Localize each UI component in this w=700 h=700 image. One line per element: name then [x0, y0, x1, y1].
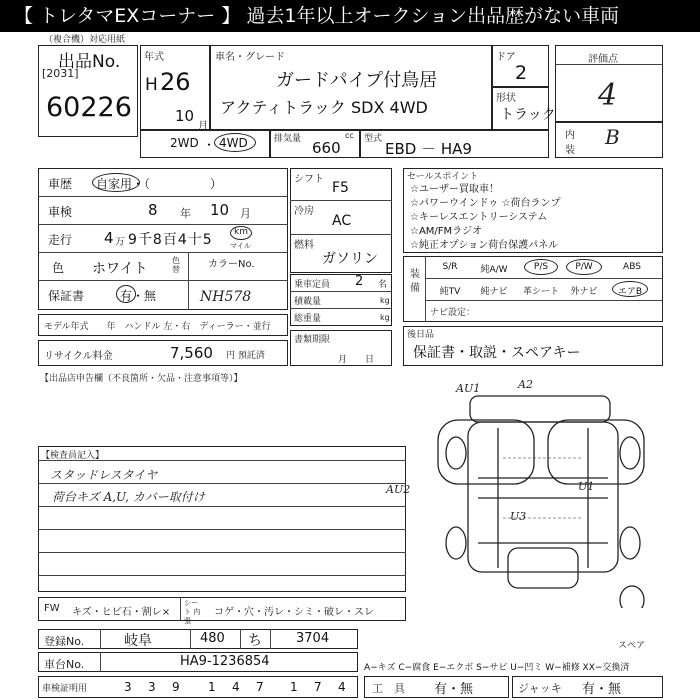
equip-nav: 純ナビ [480, 287, 508, 297]
shift-value: F5 [332, 180, 349, 196]
insp-line-2 [38, 483, 406, 484]
cert-d7: 7 [314, 680, 322, 694]
mark-u1: U1 [578, 480, 595, 493]
model-label: 型式 [364, 134, 383, 144]
nav-setting-label: ナビ設定： [430, 308, 476, 318]
door-label: ドア [496, 52, 516, 63]
inspector-note-1: スタッドレスタイヤ [50, 468, 158, 482]
shape-label: 形状 [496, 93, 516, 104]
car-diagram [408, 378, 670, 608]
cert-d1: 3 [148, 680, 156, 694]
row-divider-3 [38, 252, 288, 253]
drive-sep: ・ [203, 138, 216, 152]
insp-line-6 [38, 575, 406, 576]
inspection-year-unit: 年 [180, 207, 191, 220]
reg-divider-2 [190, 629, 191, 649]
capacity-value: 2 [355, 274, 364, 289]
mileage-km: km [234, 227, 248, 237]
registration-office: 岐阜 [124, 633, 152, 649]
score-label: 評価点 [588, 54, 618, 65]
color-label: 色 [52, 261, 65, 275]
seat-text: コゲ・穴・汚レ・シミ・破レ・スレ [214, 607, 374, 618]
cert-d5: 7 [256, 680, 264, 694]
sales-point-2: ☆パワーウインドゥ ☆荷台ランプ [410, 198, 561, 209]
month-value: 10 [175, 107, 195, 125]
fuel-value: ガソリン [322, 251, 378, 267]
reg-divider-3 [240, 629, 241, 649]
insp-line-4 [38, 529, 406, 530]
codes-legend: A−キズ C−腐食 E−エクボ S−サビ U−凹ミ W−補修 XX−交換済 [364, 663, 630, 673]
car-top-view [468, 422, 618, 572]
sales-point-1: ☆ユーザー買取車！ [410, 184, 499, 195]
year-era: H [145, 75, 158, 95]
lot-number: 60226 [46, 92, 132, 123]
row-divider-4 [38, 280, 288, 281]
sales-point-3: ☆キーレスエントリーシステム [410, 212, 548, 223]
registration-kana: ち [248, 633, 262, 649]
mileage-label: 走行 [48, 233, 73, 247]
interior-label-2: 装 [565, 145, 575, 156]
year-label: 年式 [144, 52, 164, 63]
colorno-hand: NH578 [200, 289, 252, 305]
insp-line-3 [38, 506, 406, 507]
spec-divider-2 [290, 234, 392, 235]
load-unit: kg [380, 296, 390, 305]
inspection-year: 8 [148, 201, 158, 219]
equip-divider-2 [425, 300, 663, 301]
reg-divider-1 [100, 629, 101, 649]
cert-d6: 1 [290, 680, 298, 694]
seat-label: シート 内張 [184, 599, 201, 625]
warranty-label: 保証書 [48, 289, 85, 303]
recycle-unit: 円 預託済 [226, 351, 265, 361]
mileage-mile: マイル [230, 242, 251, 250]
sales-points-label: セールスポイント [407, 172, 479, 182]
report-caption: 【出品店申告欄（不良箇所・欠品・注意事項等）】 [40, 374, 243, 384]
equip-abs: ABS [623, 262, 641, 272]
car-right-view [548, 420, 644, 484]
tools-value: 有・無 [434, 682, 474, 697]
inspection-month-unit: 月 [240, 207, 251, 220]
equip-airbag: エアB [617, 287, 643, 297]
chassis-label: 車台No. [44, 658, 85, 671]
inspector-label: 【検査員記入】 [41, 451, 105, 461]
jack-value: 有・無 [582, 682, 622, 697]
equip-ps: P/S [533, 262, 549, 272]
row-divider-1 [38, 196, 288, 197]
drive-2wd: 2WD [170, 136, 199, 150]
cert-d2: 9 [172, 680, 180, 694]
drive-4wd: 4WD [219, 136, 248, 150]
later-docs-label: 後日品 [407, 330, 435, 340]
score-divider [555, 64, 663, 65]
lot-sub: [2031] [42, 67, 79, 80]
name-line2: アクティトラック SDX 4WD [220, 98, 428, 117]
door-value: 2 [515, 62, 528, 84]
gross-unit: kg [380, 313, 390, 322]
equip-divider-1 [425, 278, 663, 279]
shift-label: シフト [294, 174, 324, 185]
displacement-label: 排気量 [274, 134, 302, 144]
cert-d0: 3 [124, 680, 132, 694]
shape-value: トラック [500, 107, 556, 123]
inspection-label: 車検 [48, 205, 73, 219]
reg-divider-4 [270, 629, 271, 649]
year-value: 26 [160, 68, 191, 96]
equipment-label: 装備 [410, 269, 420, 294]
cert-label: 車検証明用 [42, 684, 88, 694]
chassis-value: HA9-1236854 [180, 654, 270, 669]
spare-label: スペア [618, 641, 646, 651]
equip-sr: S/R [442, 262, 458, 272]
registration-class: 480 [200, 631, 225, 646]
color-change-label: 色替 [172, 256, 180, 274]
recycle-value: 7,560 [170, 344, 213, 362]
ac-value: AC [332, 213, 352, 229]
insp-line-1 [38, 460, 406, 461]
equip-divider-v [425, 256, 426, 322]
header-banner: 【 トレタマEXコーナー 】 過去1年以上オークション出品歴がない車両 [0, 0, 700, 32]
color-value: ホワイト [92, 261, 148, 277]
recycle-label: リサイクル料金 [44, 351, 113, 362]
colorno-label: カラーNo. [208, 259, 255, 270]
cert-d4: 4 [232, 680, 240, 694]
cert-d8: 4 [338, 680, 346, 694]
name-line1: ガードパイプ付鳥居 [276, 70, 438, 91]
ac-label: 冷房 [294, 206, 314, 217]
mark-a2: A2 [518, 378, 533, 391]
mark-u3: U3 [510, 510, 527, 523]
interior-value: B [605, 125, 620, 149]
insp-line-5 [38, 552, 406, 553]
mark-au1: AU1 [456, 382, 481, 395]
mileage-man-unit: 万 [115, 237, 125, 248]
fw-label: FW [44, 603, 60, 614]
deadline-label: 書類期限 [294, 335, 331, 345]
score-value: 4 [598, 78, 618, 113]
fuel-label: 燃料 [294, 240, 314, 251]
capacity-unit: 名 [378, 280, 388, 290]
car-rear-view [470, 396, 610, 422]
interior-label-1: 内 [565, 130, 575, 141]
equip-tv: 純TV [439, 287, 461, 297]
inspection-month: 10 [210, 201, 230, 219]
deadline-unit: 月 日 [338, 355, 375, 365]
registration-number: 3704 [296, 631, 330, 646]
mileage-digits: 9千8百4十5 [128, 232, 213, 248]
color-divider [188, 252, 189, 310]
later-docs-value: 保証書・取説・スペアキー [413, 345, 581, 361]
model-row-text: モデル年式 年 ハンドル 左・右 ディーラー・並行 [44, 322, 271, 332]
form-caption: （複合機）対応用紙 [44, 35, 126, 45]
car-left-view [438, 420, 534, 484]
equip-pw: P/W [575, 262, 593, 272]
mileage-man: 4 [104, 229, 114, 247]
equip-leather: 革シート [522, 287, 559, 297]
history-value: 自家用・（ ） [96, 177, 223, 191]
registration-label: 登録No. [44, 635, 85, 648]
warranty-value: 有・無 [120, 289, 157, 303]
row-divider-2 [38, 224, 288, 225]
spec-divider-1 [290, 200, 392, 201]
tools-label: 工 具 [372, 682, 405, 695]
load-label: 積載量 [294, 297, 322, 307]
model-value: EBD － HA9 [385, 140, 472, 158]
cap-divider-2 [290, 308, 392, 309]
cap-divider-1 [290, 291, 392, 292]
month-unit: 月 [198, 121, 208, 132]
displacement-value: 660 [312, 139, 341, 157]
equip-aw: 純A/W [480, 265, 508, 275]
inspector-note-2: 荷台キズ A,U, カバー取付け [52, 490, 205, 504]
damage-divider [180, 597, 181, 621]
jack-label: ジャッキ [518, 682, 562, 695]
sales-point-5: ☆純正オプション荷台保護パネル [410, 240, 559, 251]
mark-au2: AU2 [386, 483, 411, 496]
chassis-divider [100, 652, 101, 672]
lot-label: 出品No. [58, 52, 121, 72]
fw-text: キズ・ヒビ石・割レ× [72, 607, 171, 618]
history-label: 車歴 [48, 177, 73, 191]
equip-ext-nav: 外ナビ [570, 287, 598, 297]
displacement-unit: cc [345, 131, 354, 140]
name-label: 車名・グレード [215, 52, 285, 63]
gross-label: 総重量 [294, 314, 322, 324]
capacity-label: 乗車定員 [294, 280, 331, 290]
cert-d3: 1 [208, 680, 216, 694]
sales-point-4: ☆AM/FMラジオ [410, 226, 483, 237]
